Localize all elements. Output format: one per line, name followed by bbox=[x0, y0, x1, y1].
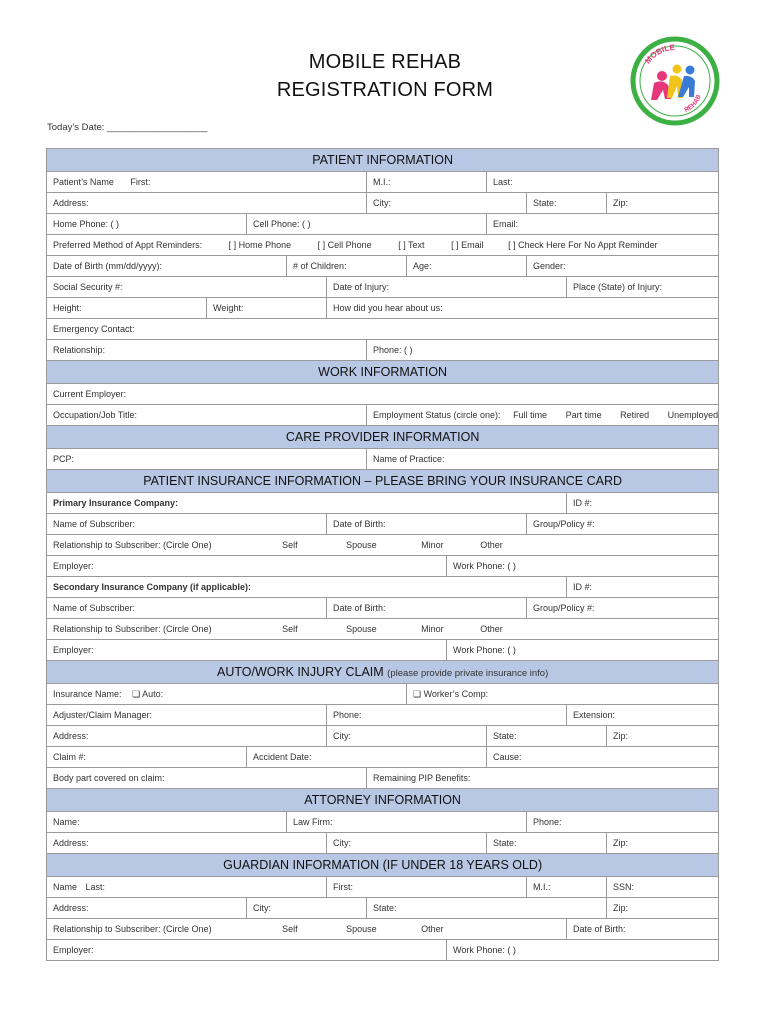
reminder-cell-phone-checkbox[interactable]: [ ] Cell Phone bbox=[317, 240, 372, 250]
primary-work-phone-field[interactable]: Work Phone: ( ) bbox=[447, 556, 719, 577]
form-title-line1: MOBILE REHAB bbox=[308, 51, 462, 73]
adjuster-field[interactable]: Adjuster/Claim Manager: bbox=[47, 705, 327, 726]
patient-last-field[interactable]: Last: bbox=[487, 172, 719, 193]
primary-subscriber-dob-field[interactable]: Date of Birth: bbox=[327, 514, 527, 535]
employment-status-label: Employment Status (circle one): bbox=[373, 410, 501, 420]
body-part-field[interactable]: Body part covered on claim: bbox=[47, 768, 367, 789]
status-part-time-option[interactable]: Part time bbox=[565, 410, 602, 420]
employment-status-row bbox=[367, 405, 719, 426]
section-care-provider: CARE PROVIDER INFORMATION bbox=[47, 426, 719, 449]
primary-relationship-label: Relationship to Subscriber: (Circle One) bbox=[53, 540, 212, 550]
reminder-home-phone-checkbox[interactable]: [ ] Home Phone bbox=[228, 240, 292, 250]
adjuster-extension-field[interactable]: Extension: bbox=[567, 705, 719, 726]
guardian-rel-self-option[interactable]: Self bbox=[282, 924, 298, 934]
guardian-last-label: Last: bbox=[85, 882, 106, 892]
appt-reminder-row bbox=[47, 235, 719, 256]
guardian-relationship-label: Relationship to Subscriber: (Circle One) bbox=[53, 924, 212, 934]
guardian-relationship-row bbox=[47, 919, 567, 940]
practice-name-field[interactable]: Name of Practice: bbox=[367, 449, 719, 470]
attorney-state-field[interactable]: State: bbox=[487, 833, 607, 854]
section-work-information: WORK INFORMATION bbox=[47, 361, 719, 384]
guardian-dob-field[interactable]: Date of Birth: bbox=[567, 919, 719, 940]
guardian-rel-spouse-option[interactable]: Spouse bbox=[346, 924, 377, 934]
section-auto-work-injury bbox=[47, 661, 719, 684]
guardian-rel-other-option[interactable]: Other bbox=[421, 924, 444, 934]
secondary-work-phone-field[interactable]: Work Phone: ( ) bbox=[447, 640, 719, 661]
attorney-name-field[interactable]: Name: bbox=[47, 812, 287, 833]
primary-subscriber-field[interactable]: Name of Subscriber: bbox=[47, 514, 327, 535]
adjuster-phone-field[interactable]: Phone: bbox=[327, 705, 567, 726]
email-field[interactable]: Email: bbox=[487, 214, 719, 235]
guardian-name-field[interactable] bbox=[47, 877, 327, 898]
cell-phone-field[interactable]: Cell Phone: ( ) bbox=[247, 214, 487, 235]
status-full-time-option[interactable]: Full time bbox=[513, 410, 548, 420]
secondary-employer-field[interactable]: Employer: bbox=[47, 640, 447, 661]
logo-text-top: MOBILE bbox=[643, 42, 676, 66]
auto-city-field[interactable]: City: bbox=[327, 726, 487, 747]
secondary-rel-self-option[interactable]: Self bbox=[282, 624, 298, 634]
law-firm-field[interactable]: Law Firm: bbox=[287, 812, 527, 833]
insurance-name-row bbox=[47, 684, 407, 705]
form-title-line2: REGISTRATION FORM bbox=[276, 79, 494, 101]
primary-employer-field[interactable]: Employer: bbox=[47, 556, 447, 577]
hear-about-field[interactable]: How did you hear about us: bbox=[327, 298, 719, 319]
mobile-rehab-logo bbox=[630, 36, 720, 126]
status-unemployed-option[interactable]: Unemployed bbox=[667, 410, 719, 420]
children-field[interactable]: # of Children: bbox=[287, 256, 407, 277]
guardian-name-label: Name bbox=[53, 882, 78, 892]
auto-state-field[interactable]: State: bbox=[487, 726, 607, 747]
relationship-field[interactable]: Relationship: bbox=[47, 340, 367, 361]
primary-group-policy-field[interactable]: Group/Policy #: bbox=[527, 514, 719, 535]
insurance-name-label: Insurance Name: bbox=[53, 688, 122, 699]
home-phone-field[interactable]: Home Phone: ( ) bbox=[47, 214, 247, 235]
guardian-first-field[interactable]: First: bbox=[327, 877, 527, 898]
gender-field[interactable]: Gender: bbox=[527, 256, 719, 277]
cause-field[interactable]: Cause: bbox=[487, 747, 719, 768]
no-reminder-checkbox[interactable]: [ ] Check Here For No Appt Reminder bbox=[508, 240, 658, 250]
patient-address-field[interactable]: Address: bbox=[47, 193, 367, 214]
logo-text-bottom: REHAB bbox=[683, 93, 703, 115]
patient-mi-field[interactable]: M.I.: bbox=[367, 172, 487, 193]
guardian-work-phone-field[interactable]: Work Phone: ( ) bbox=[447, 940, 719, 961]
primary-rel-minor-option[interactable]: Minor bbox=[421, 540, 444, 550]
patient-state-field[interactable]: State: bbox=[527, 193, 607, 214]
claim-number-field[interactable]: Claim #: bbox=[47, 747, 247, 768]
auto-section-title: AUTO/WORK INJURY CLAIM bbox=[216, 665, 384, 679]
injury-place-field[interactable]: Place (State) of Injury: bbox=[567, 277, 719, 298]
auto-zip-field[interactable]: Zip: bbox=[607, 726, 719, 747]
guardian-address-field[interactable]: Address: bbox=[47, 898, 247, 919]
section-guardian-information: GUARDIAN INFORMATION (IF UNDER 18 YEARS OLD) bbox=[47, 854, 719, 877]
patient-name-label: Patient’s Name bbox=[53, 177, 114, 187]
section-attorney-information: ATTORNEY INFORMATION bbox=[47, 789, 719, 812]
attorney-address-field[interactable]: Address: bbox=[47, 833, 327, 854]
secondary-relationship-row bbox=[47, 619, 719, 640]
patient-first-label: First: bbox=[130, 177, 151, 187]
secondary-relationship-label: Relationship to Subscriber: (Circle One) bbox=[53, 624, 212, 634]
guardian-ssn-field[interactable]: SSN: bbox=[607, 877, 719, 898]
ssn-field[interactable]: Social Security #: bbox=[47, 277, 327, 298]
workers-comp-checkbox[interactable]: ❏ Worker’s Comp: bbox=[407, 684, 719, 705]
weight-field[interactable]: Weight: bbox=[207, 298, 327, 319]
secondary-subscriber-dob-field[interactable]: Date of Birth: bbox=[327, 598, 527, 619]
attorney-zip-field[interactable]: Zip: bbox=[607, 833, 719, 854]
guardian-zip-field[interactable]: Zip: bbox=[607, 898, 719, 919]
secondary-rel-minor-option[interactable]: Minor bbox=[421, 624, 444, 634]
reminder-email-checkbox[interactable]: [ ] Email bbox=[451, 240, 484, 250]
primary-id-field[interactable]: ID #: bbox=[567, 493, 719, 514]
todays-date-field[interactable]: Today’s Date: ___________________ bbox=[47, 122, 208, 133]
injury-date-field[interactable]: Date of Injury: bbox=[327, 277, 567, 298]
attorney-phone-field[interactable]: Phone: bbox=[527, 812, 719, 833]
secondary-group-policy-field[interactable]: Group/Policy #: bbox=[527, 598, 719, 619]
accident-date-field[interactable]: Accident Date: bbox=[247, 747, 487, 768]
guardian-city-field[interactable]: City: bbox=[247, 898, 367, 919]
appt-reminder-label: Preferred Method of Appt Reminders: bbox=[53, 240, 203, 250]
age-field[interactable]: Age: bbox=[407, 256, 527, 277]
guardian-employer-field[interactable]: Employer: bbox=[47, 940, 447, 961]
auto-checkbox[interactable]: ❏ Auto: bbox=[132, 688, 164, 699]
auto-address-field[interactable]: Address: bbox=[47, 726, 327, 747]
patient-zip-field[interactable]: Zip: bbox=[607, 193, 719, 214]
pcp-field[interactable]: PCP: bbox=[47, 449, 367, 470]
primary-rel-spouse-option[interactable]: Spouse bbox=[346, 540, 377, 550]
secondary-id-field[interactable]: ID #: bbox=[567, 577, 719, 598]
secondary-rel-spouse-option[interactable]: Spouse bbox=[346, 624, 377, 634]
status-retired-option[interactable]: Retired bbox=[620, 410, 650, 420]
emergency-contact-field[interactable]: Emergency Contact: bbox=[47, 319, 719, 340]
pip-benefits-field[interactable]: Remaining PIP Benefits: bbox=[367, 768, 719, 789]
guardian-mi-field[interactable]: M.I.: bbox=[527, 877, 607, 898]
height-field[interactable]: Height: bbox=[47, 298, 207, 319]
registration-table bbox=[46, 148, 719, 961]
reminder-text-checkbox[interactable]: [ ] Text bbox=[398, 240, 425, 250]
primary-rel-self-option[interactable]: Self bbox=[282, 540, 298, 550]
primary-rel-other-option[interactable]: Other bbox=[480, 540, 503, 550]
section-insurance-information: PATIENT INSURANCE INFORMATION – PLEASE BRING YOUR INSURANCE CARD bbox=[47, 470, 719, 493]
auto-section-note: (please provide private insurance info) bbox=[387, 668, 549, 679]
primary-insurance-field[interactable]: Primary Insurance Company: bbox=[47, 493, 567, 514]
section-patient-information: PATIENT INFORMATION bbox=[47, 149, 719, 172]
attorney-city-field[interactable]: City: bbox=[327, 833, 487, 854]
secondary-insurance-field[interactable]: Secondary Insurance Company (if applicable): bbox=[47, 577, 567, 598]
emergency-phone-field[interactable]: Phone: ( ) bbox=[367, 340, 719, 361]
secondary-rel-other-option[interactable]: Other bbox=[480, 624, 503, 634]
occupation-field[interactable]: Occupation/Job Title: bbox=[47, 405, 367, 426]
secondary-subscriber-field[interactable]: Name of Subscriber: bbox=[47, 598, 327, 619]
patient-city-field[interactable]: City: bbox=[367, 193, 527, 214]
dob-field[interactable]: Date of Birth (mm/dd/yyyy): bbox=[47, 256, 287, 277]
patient-name-field[interactable] bbox=[47, 172, 367, 193]
primary-relationship-row bbox=[47, 535, 719, 556]
current-employer-field[interactable]: Current Employer: bbox=[47, 384, 719, 405]
guardian-state-field[interactable]: State: bbox=[367, 898, 607, 919]
